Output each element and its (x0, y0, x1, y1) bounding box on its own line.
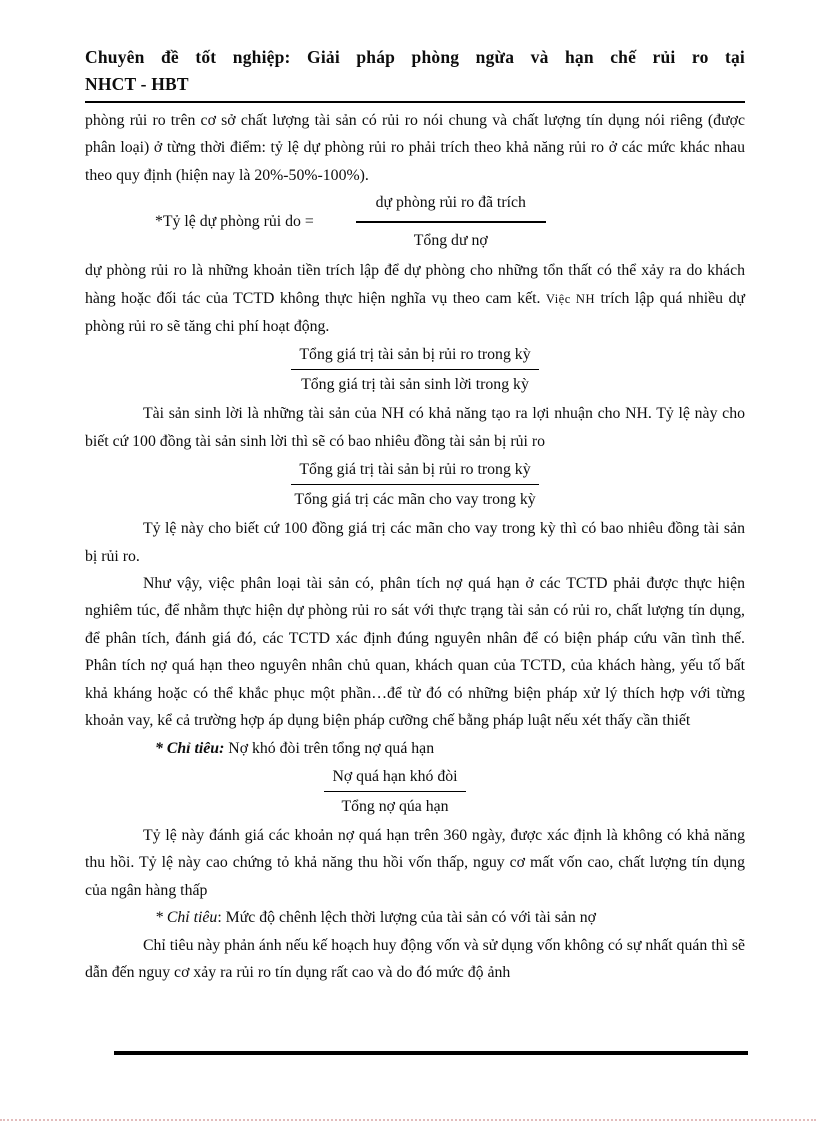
paragraph-tai-san-sinh-loi: Tài sản sinh lời là những tài sản của NH có khả năng tạo ra lợi nhuận cho NH. Tỷ lệ này cho biết cứ 100 đồng tài sản sinh lời thì sẽ có bao nhiêu đồng tài sản bị rủi ro (85, 405, 745, 450)
formula-du-phong-rui-ro (155, 193, 745, 251)
paragraph-nhu-vay: Như vậy, việc phân loại tài sản có, phân tích nợ quá hạn ở các TCTD phải được thực hiện nghiêm túc, để nhằm thực hiện dự phòng rủi ro sát với thực trạng tài sản có rủi ro, chất lượng tín dụng, để phân tích, đánh giá đó, các TCTD xác định đúng nguyên nhân để có biện pháp cứu vãn tình thế. Phân tích nợ quá hạn theo nguyên nhân chủ quan, khách quan của TCTD, của khách hàng, yếu tố bất khả kháng hoặc có thể khắc phục một phần…để từ đó có những biện pháp xử lý thích hợp với từng khoản vay, kể cả trường hợp áp dụng biện pháp cưỡng chế bằng pháp luật nếu xét thấy cần thiết (85, 575, 745, 730)
formula-man-cho-vay (85, 458, 745, 511)
fraction-numerator: Nợ quá hạn khó đòi (324, 765, 465, 792)
bottom-dotted-rule (0, 1119, 816, 1121)
fraction-denominator: Tổng nợ qúa hạn (341, 797, 449, 815)
fraction-numerator: dự phòng rủi ro đã trích (375, 194, 526, 212)
chi-tieu-line-2 (85, 904, 745, 931)
chi-tieu-line-1 (85, 735, 745, 762)
formula-no-kho-doi (65, 765, 725, 818)
paragraph-du-phong-small-text: Việc NH (545, 291, 595, 306)
fraction (291, 343, 538, 396)
paragraph-ty-le: Tỷ lệ này cho biết cứ 100 đồng giá trị các mãn cho vay trong kỳ thì có bao nhiêu đồng tài sản bị rủi ro. (85, 520, 745, 565)
chi-tieu-text: Nợ khó đòi trên tổng nợ quá hạn (224, 739, 435, 757)
formula-label: *Tỷ lệ dự phòng rủi do = (155, 213, 314, 231)
paragraph-chi-tieu-nay: Chỉ tiêu này phản ánh nếu kế hoạch huy động vốn và sử dụng vốn không có sự nhất quán thì sẽ dẫn đến nguy cơ xảy ra rủi ro tín dụng rất cao và do đó mức độ ảnh (85, 936, 745, 981)
footer-rule (114, 1051, 748, 1055)
fraction-denominator: Tổng giá trị các mãn cho vay trong kỳ (294, 491, 536, 509)
fraction (291, 458, 538, 511)
formula-tai-san-sinh-loi (85, 343, 745, 396)
fraction-numerator: Tổng giá trị tài sản bị rủi ro trong kỳ (291, 343, 538, 370)
fraction-numerator: Tổng giá trị tài sản bị rủi ro trong kỳ (291, 458, 538, 485)
paragraph-danh-gia: Tỷ lệ này đánh giá các khoản nợ quá hạn trên 360 ngày, được xác định là không có khả năng thu hồi. Tỷ lệ này cao chứng tỏ khả năng thu hồi vốn thấp, nguy cơ mất vốn cao, chất lượng tín dụng của ngân hàng thấp (85, 826, 745, 899)
fraction-denominator: Tổng giá trị tài sản sinh lời trong kỳ (301, 376, 529, 394)
chi-tieu-marker: * Chỉ tiêu: (155, 739, 225, 757)
fraction (324, 765, 465, 818)
paragraph-du-phong (85, 257, 745, 340)
paragraph-du-phong-text-after: trích lập quá nhiều dự phòng rủi ro sẽ tăng chi phí hoạt động. (85, 289, 745, 336)
chi-tieu-text: : Mức độ chênh lệch thời lượng của tài sản có với tài sản nợ (217, 909, 596, 927)
fraction-denominator: Tổng dư nợ (413, 232, 488, 250)
fraction-bar (356, 221, 546, 223)
page-header (85, 44, 745, 103)
fraction (356, 193, 546, 251)
page-title-line-2: NHCT - HBT (85, 74, 189, 94)
chi-tieu-marker: * Chỉ tiêu (155, 909, 218, 927)
paragraph-intro: phòng rủi ro trên cơ sở chất lượng tài sản có rủi ro nói chung và chất lượng tín dụng nói riêng (được phân loại) ở từng thời điểm: tỷ lệ dự phòng rủi ro phải trích theo khả năng rủi ro ở các mức khác nhau theo quy định (hiện nay là 20%-50%-100%). (85, 112, 745, 184)
paragraph-du-phong-text: dự phòng rủi ro là những khoản tiền trích lập để dự phòng cho những tổn thất có thể xảy ra do khách hàng hoặc đối tác của TCTD không thực hiện nghĩa vụ theo cam kết. (85, 262, 745, 307)
page-title-line-1: Chuyên đề tốt nghiệp: Giải pháp phòng ngừa và hạn chế rủi ro tại (85, 47, 745, 67)
